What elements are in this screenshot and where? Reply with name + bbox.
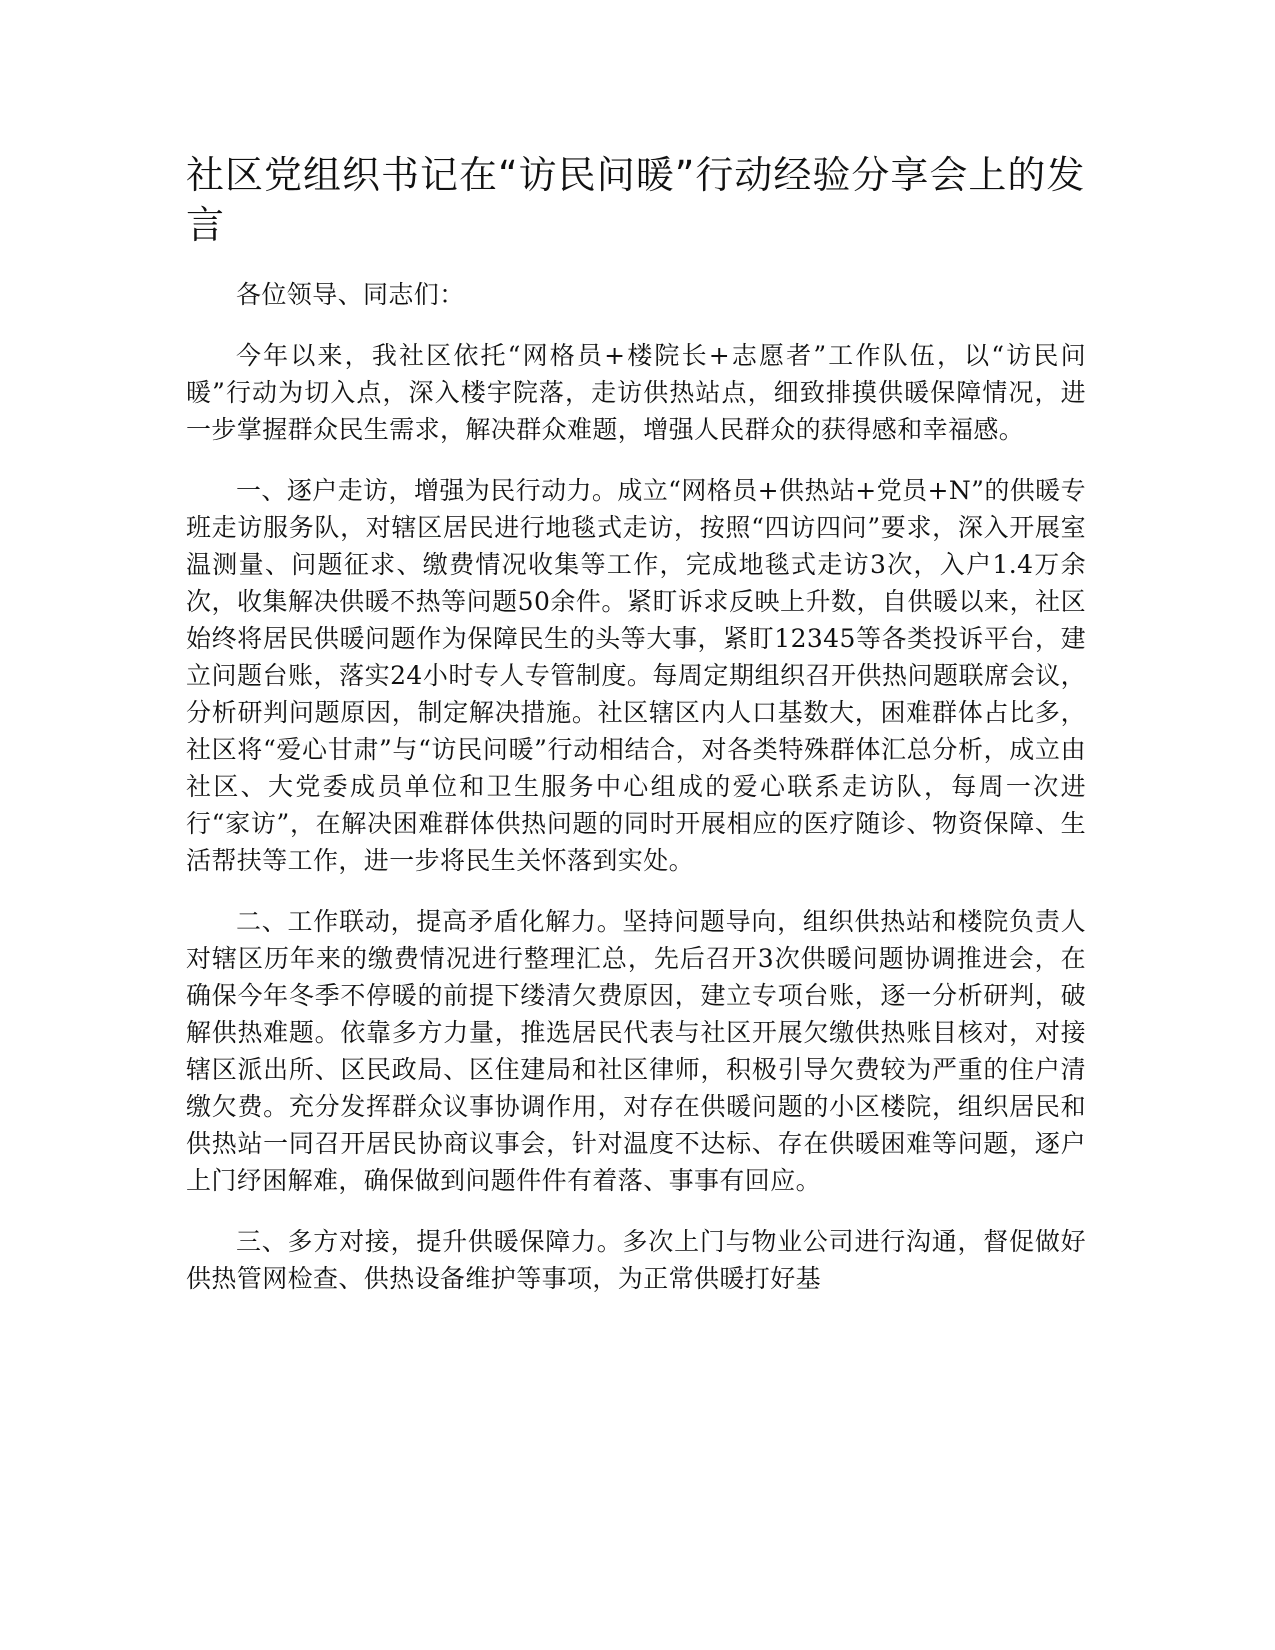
paragraph-intro: 今年以来，我社区依托“网格员+楼院长+志愿者”工作队伍，以“访民问暖”行动为切入点，深入楼宇院落，走访供热站点，细致排摸供暖保障情况，进一步掌握群众民生需求，解决群众难题，增强人民群众的获得感和幸福感。 <box>186 341 1086 444</box>
paragraph-section-1: 一、逐户走访，增强为民行动力。成立“网格员+供热站+党员+N”的供暖专班走访服务队，对辖区居民进行地毯式走访，按照“四访四问”要求，深入开展室温测量、问题征求、缴费情况收集等工作，完成地毯式走访3次，入户1.4万余次，收集解决供暖不热等问题50余件。紧盯诉求反映上升数，自供暖以来，社区始终将居民供暖问题作为保障民生的头等大事，紧盯12345等各类投诉平台，建立问题台账，落实24小时专人专管制度。每周定期组织召开供热问题联席会议，分析研判问题原因，制定解决措施。社区辖区内人口基数大，困难群体占比多，社区将“爱心甘肃”与“访民问暖”行动相结合，对各类特殊群体汇总分析，成立由社区、大党委成员单位和卫生服务中心组成的爱心联系走访队，每周一次进行“家访”，在解决困难群体供热问题的同时开展相应的医疗随诊、物资保障、生活帮扶等工作，进一步将民生关怀落到实处。 <box>186 476 1086 875</box>
paragraph-section-3: 三、多方对接，提升供暖保障力。多次上门与物业公司进行沟通，督促做好供热管网检查、供热设备维护等事项，为正常供暖打好基 <box>186 1227 1086 1293</box>
document-body <box>186 150 1086 1321</box>
salutation: 各位领导、同志们： <box>236 280 465 309</box>
document-title: 社区党组织书记在“访民问暖”行动经验分享会上的发言 <box>186 153 1086 247</box>
paragraph-section-2: 二、工作联动，提高矛盾化解力。坚持问题导向，组织供热站和楼院负责人对辖区历年来的缴费情况进行整理汇总，先后召开3次供暖问题协调推进会，在确保今年冬季不停暖的前提下缕清欠费原因，建立专项台账，逐一分析研判，破解供热难题。依靠多方力量，推选居民代表与社区开展欠缴供热账目核对，对接辖区派出所、区民政局、区住建局和社区律师，积极引导欠费较为严重的住户清缴欠费。充分发挥群众议事协调作用，对存在供暖问题的小区楼院，组织居民和供热站一同召开居民协商议事会，针对温度不达标、存在供暖困难等问题，逐户上门纾困解难，确保做到问题件件有着落、事事有回应。 <box>186 907 1086 1195</box>
